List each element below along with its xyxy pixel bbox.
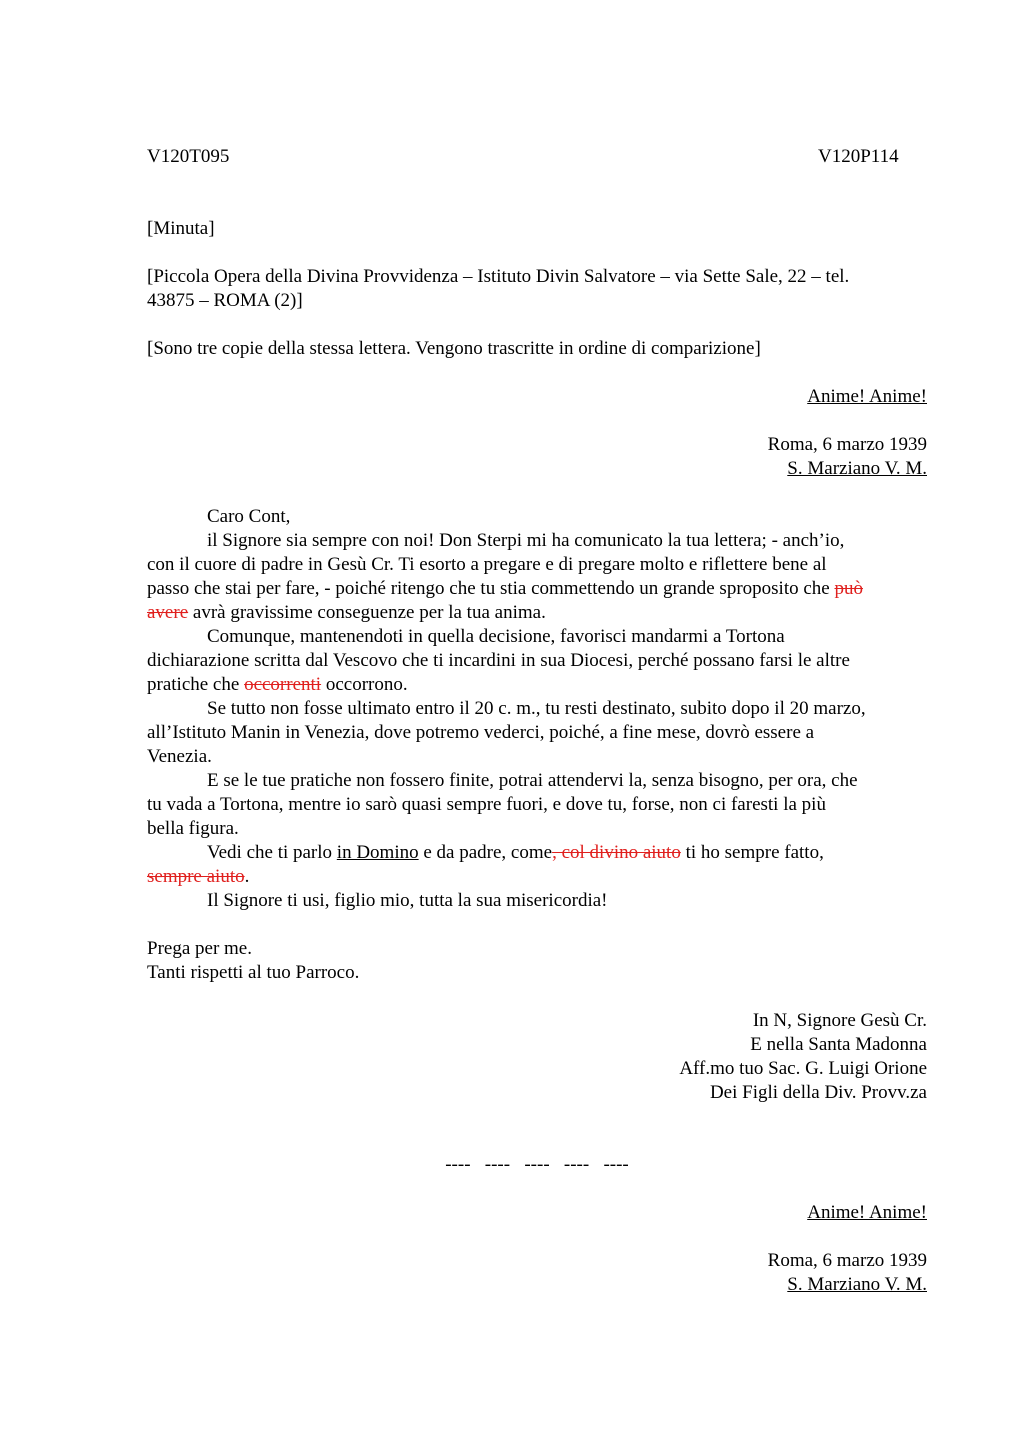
- letter2-saint: [147, 1273, 927, 1297]
- paragraph6: Il Signore ti usi, figlio mio, tutta la sua misericordia!: [207, 890, 608, 911]
- left-document-id: V120T095: [147, 146, 230, 167]
- paragraph5-text-c: ti ho sempre fatto,: [680, 842, 824, 863]
- paragraph1-line4: [147, 601, 927, 625]
- paragraph1-line4-text: avrà gravissime conseguenze per la tua anima.: [188, 602, 546, 623]
- paragraph4-line3: bella figura.: [147, 818, 239, 839]
- letter1-motto: [147, 385, 927, 409]
- paragraph1-line2: con il cuore di padre in Gesù Cr. Ti esorto a pregare e di pregare molto e riflettere bene al: [147, 554, 827, 575]
- postscript-line2: Tanti rispetti al tuo Parroco.: [147, 962, 360, 983]
- minuta-note: [Minuta]: [147, 218, 215, 239]
- paragraph2-line2: dichiarazione scritta dal Vescovo che ti incardini in sua Diocesi, perché possano farsi le altre: [147, 650, 850, 671]
- underlined-in-domino: in Domino: [336, 842, 419, 863]
- letter1-saint: [147, 457, 927, 481]
- postscript-line1: Prega per me.: [147, 938, 252, 959]
- signature-line1: In N, Signore Gesù Cr.: [752, 1010, 927, 1031]
- paragraph3-line2: all’Istituto Manin in Venezia, dove potremo vederci, poiché, a fine mese, dovrò essere a: [147, 722, 815, 743]
- paragraph2-line3-text-a: pratiche che: [147, 674, 245, 695]
- paragraph1-line3-text: passo che stai per fare, - poiché ritengo che tu stia commettendo un grande sproposito che: [147, 578, 835, 599]
- paragraph5-text-a: Vedi che ti parlo: [207, 842, 337, 863]
- paragraph4-line2: tu vada a Tortona, mentre io sarò quasi sempre fuori, e dove tu, forse, non ci faresti la più: [147, 794, 826, 815]
- institute-note-line-2: 43875 – ROMA (2)]: [147, 290, 303, 311]
- paragraph1-line1: il Signore sia sempre con noi! Don Sterpi mi ha comunicato la tua lettera; - anch’io,: [207, 530, 845, 551]
- paragraph1-line3: [147, 577, 927, 601]
- signature-line2: E nella Santa Madonna: [750, 1034, 927, 1055]
- letter1-date: Roma, 6 marzo 1939: [767, 434, 927, 455]
- paragraph4-line1: E se le tue pratiche non fossero finite, potrai attendervi la, senza bisogno, per ora, che: [207, 770, 858, 791]
- institute-note-line-1: [Piccola Opera della Divina Provvidenza – Istituto Divin Salvatore – via Sette Sale, 22 – tel.: [147, 266, 850, 287]
- paragraph5-text-b: e da padre, come: [418, 842, 553, 863]
- document-page: [147, 145, 927, 1297]
- deleted-phrase-sempre-aiuto: sempre aiuto: [147, 866, 245, 887]
- paragraph2-line3: [147, 673, 927, 697]
- letter2-motto-text: Anime! Anime!: [807, 1202, 927, 1223]
- signature-line4: Dei Figli della Div. Provv.za: [709, 1082, 927, 1103]
- letter2-saint-text: S. Marziano V. M.: [787, 1274, 927, 1295]
- right-document-id: V120P114: [818, 146, 899, 167]
- copies-note: [Sono tre copie della stessa lettera. Vengono trascritte in ordine di comparizione]: [147, 338, 761, 359]
- paragraph5-line1: [147, 841, 927, 865]
- copy-separator: ---- ---- ---- ---- ----: [445, 1154, 629, 1175]
- document-ids: [147, 145, 927, 169]
- deleted-word-puo: può: [834, 578, 863, 599]
- paragraph2-line3-text-b: occorrono.: [321, 674, 408, 695]
- paragraph3-line3: Venezia.: [147, 746, 212, 767]
- paragraph3-line1: Se tutto non fosse ultimato entro il 20 c. m., tu resti destinato, subito dopo il 20 marzo,: [207, 698, 866, 719]
- letter1-salutation: Caro Cont,: [207, 506, 291, 527]
- letter2-date: Roma, 6 marzo 1939: [767, 1250, 927, 1271]
- signature-line3: Aff.mo tuo Sac. G. Luigi Orione: [679, 1058, 927, 1079]
- letter2-motto: [147, 1201, 927, 1225]
- deleted-word-occorrenti: occorrenti: [244, 674, 322, 695]
- paragraph5-line2-end: .: [244, 866, 250, 887]
- paragraph2-line1: Comunque, mantenendoti in quella decisione, favorisci mandarmi a Tortona: [207, 626, 785, 647]
- deleted-word-avere: avere: [147, 602, 189, 623]
- deleted-phrase-col-divino-aiuto: , col divino aiuto: [552, 842, 681, 863]
- letter1-saint-text: S. Marziano V. M.: [787, 458, 927, 479]
- paragraph5-line2: [147, 865, 927, 889]
- letter1-motto-text: Anime! Anime!: [807, 386, 927, 407]
